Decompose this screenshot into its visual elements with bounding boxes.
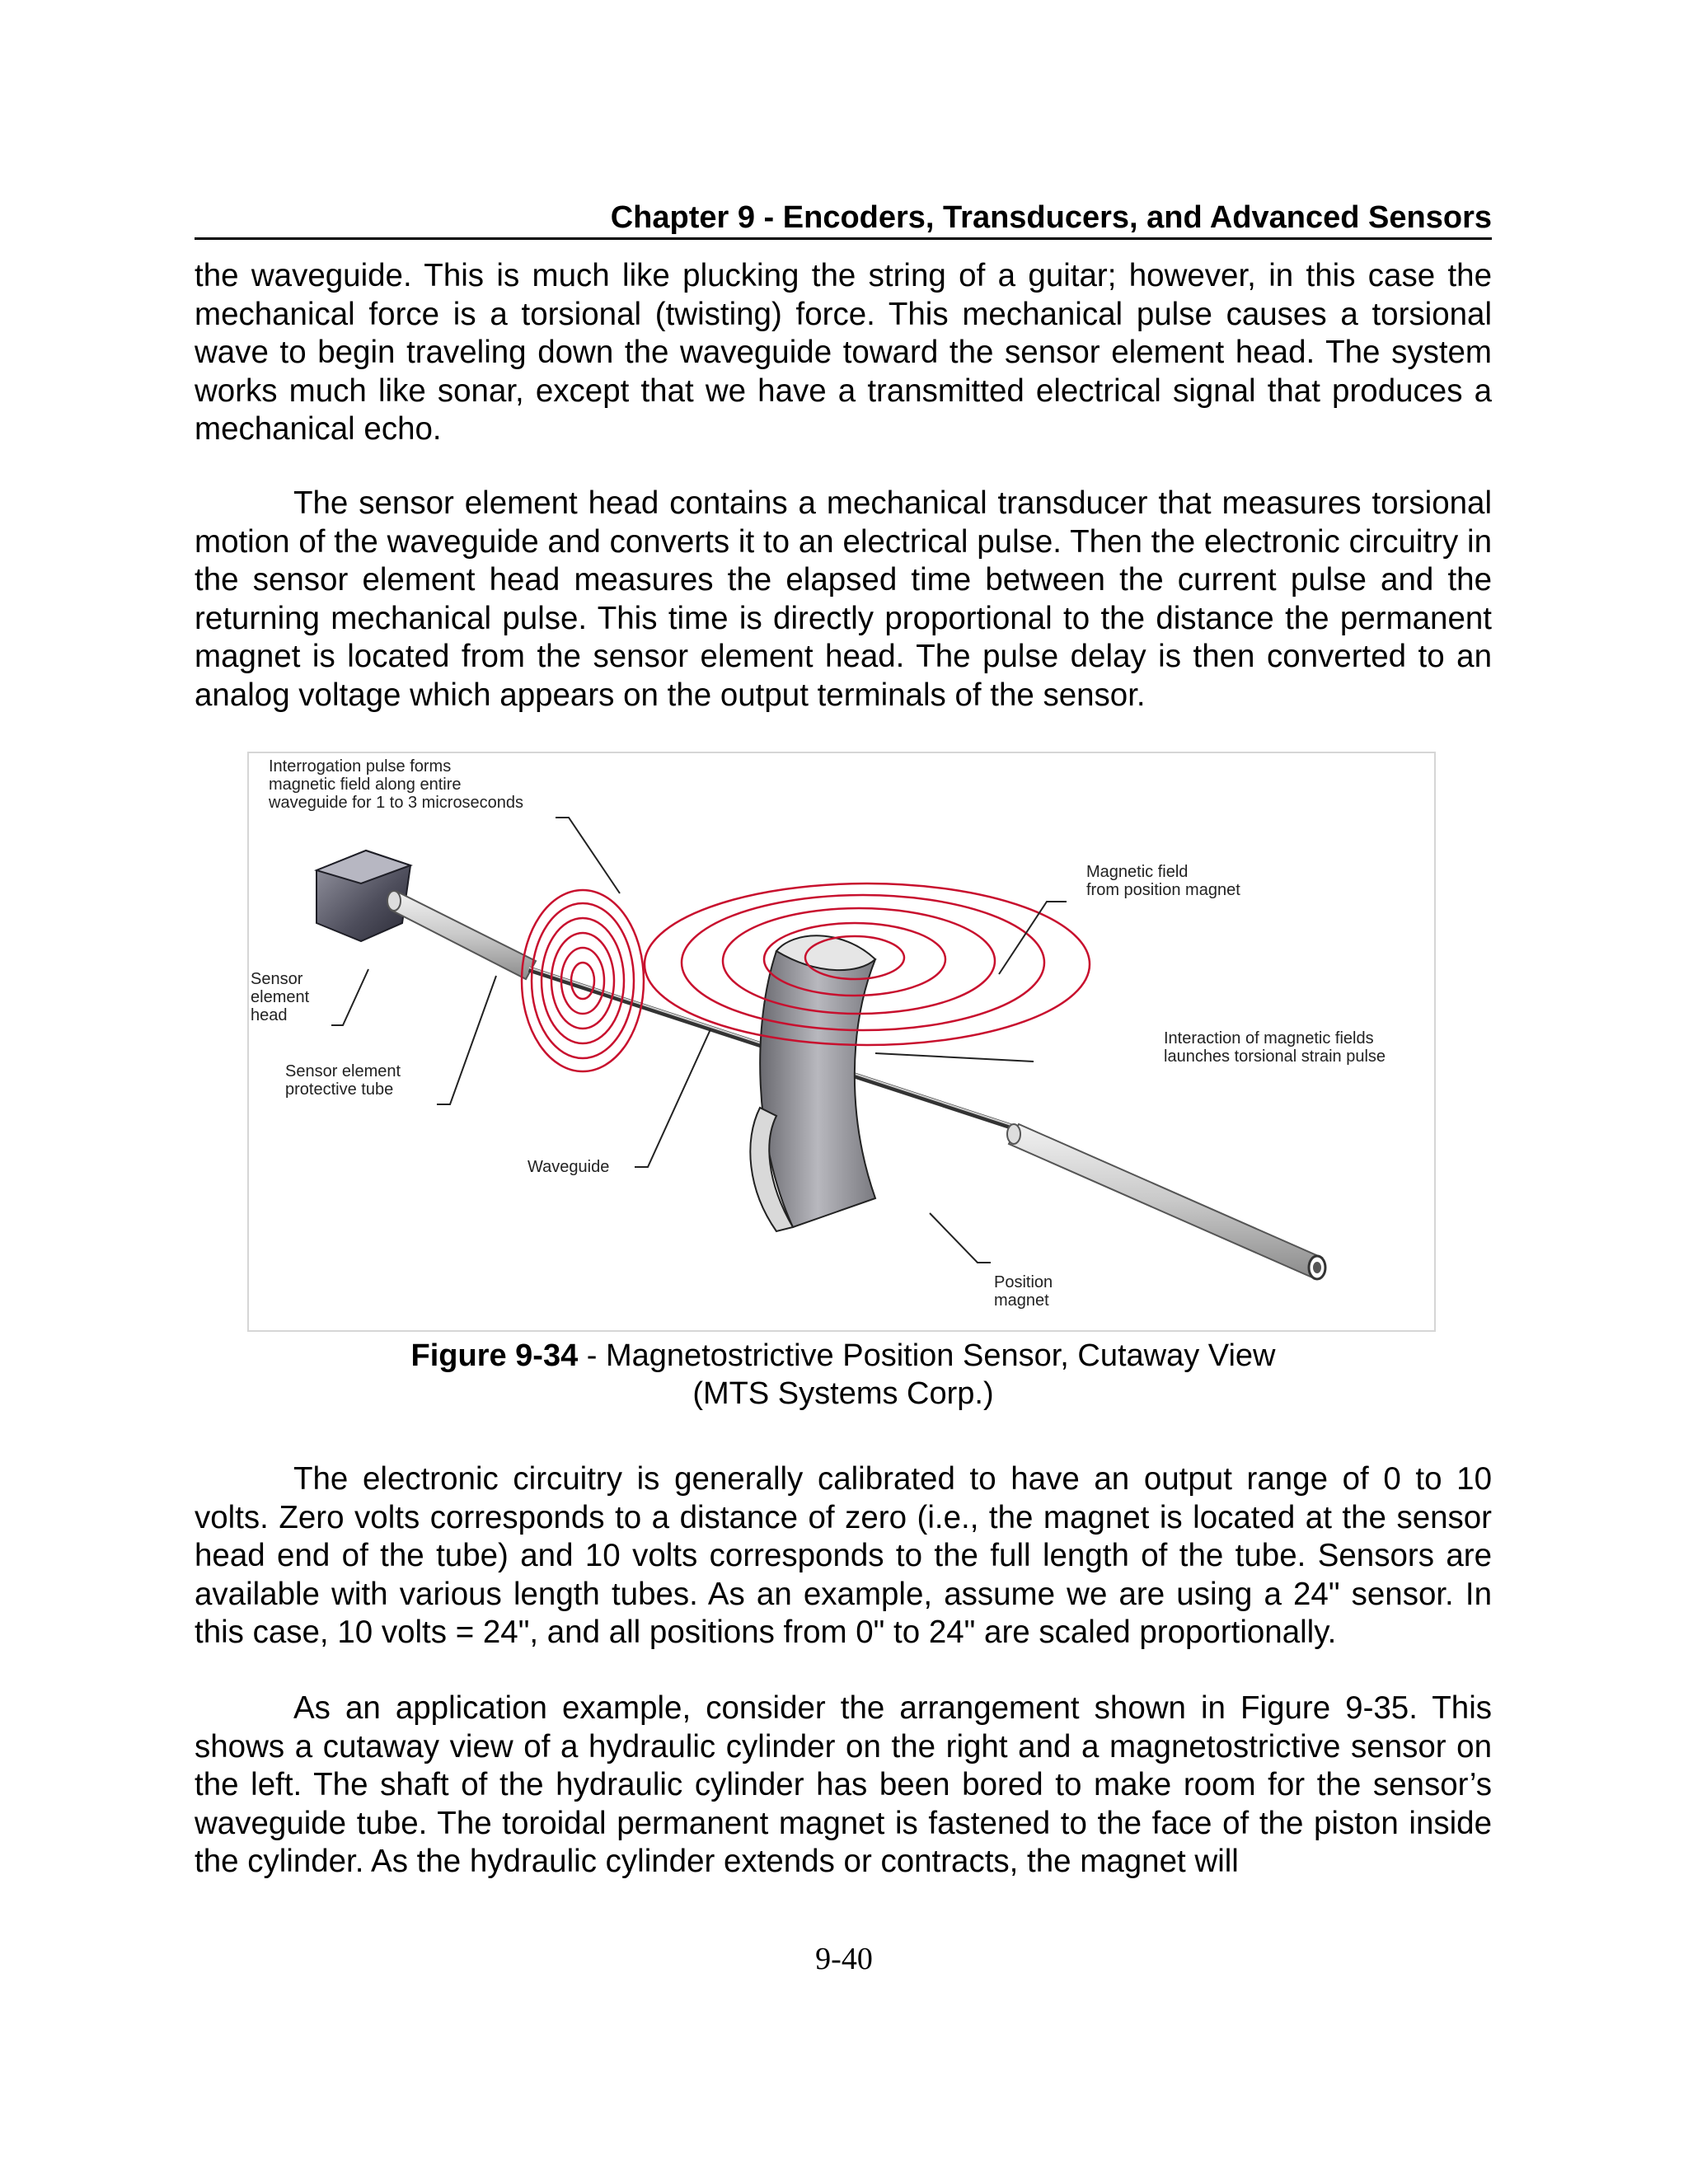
label-protective-2: protective tube: [285, 1080, 394, 1099]
figure-number: Figure 9-34: [410, 1338, 579, 1373]
figure-caption-text: - Magnetostrictive Position Sensor, Cutaway View: [578, 1338, 1276, 1373]
page-header: [195, 198, 1492, 240]
label-protective-1: Sensor element: [285, 1062, 401, 1080]
label-sensor-head-3: head: [251, 1006, 288, 1024]
paragraph-3: The electronic circuitry is generally calibrated to have an output range of 0 to 10 volts. Zero volts corresponds to a distance of zero (i.e., the magnet is located at the sensor head end of the tube) and 10 volts corresponds to the full length of the tube. Sensors are available with various length tubes. As an example, assume we are using a 24" sensor. In this case, 10 volts = 24", and all positions from 0" to 24" are scaled proportionally.: [195, 1461, 1492, 1650]
paragraph-4: As an application example, consider the arrangement shown in Figure 9-35. This shows a cutaway view of a hydraulic cylinder on the right and a magnetostrictive sensor on the left. The shaft of the hydraulic cylinder has been bored to make room for the sensor’s waveguide tube. The toroidal permanent magnet is fastened to the face of the piston inside the cylinder. As the hydraulic cylinder extends or contracts, the magnet will: [195, 1690, 1492, 1879]
protective-tube-left: [387, 891, 536, 979]
chapter-title: Chapter 9 - Encoders, Transducers, and Advanced Sensors: [610, 200, 1492, 235]
interrogation-field-rings: [522, 890, 644, 1071]
label-sensor-head-1: Sensor: [251, 970, 303, 988]
leader-lines: [331, 818, 1067, 1263]
protective-tube-right: [1007, 1124, 1325, 1279]
figure-9-34: [247, 752, 1436, 1332]
label-magnetic-field-1: Magnetic field: [1086, 863, 1189, 881]
label-sensor-head-2: element: [251, 988, 310, 1006]
label-interaction-1: Interaction of magnetic fields: [1164, 1029, 1374, 1047]
label-position-1: Position: [994, 1273, 1053, 1291]
figure-caption: [195, 1337, 1492, 1375]
label-magnetic-field-2: from position magnet: [1086, 881, 1240, 899]
label-position-2: magnet: [994, 1291, 1049, 1310]
paragraph-1: the waveguide. This is much like plucking the string of a guitar; however, in this case the mechanical force is a torsional (twisting) force. This mechanical pulse causes a torsional wave to begin traveling down the waveguide toward the sensor element head. The system works much like sonar, except that we have a transmitted electrical signal that produces a mechanical echo.: [195, 258, 1492, 447]
label-waveguide: Waveguide: [528, 1158, 610, 1176]
page-number: 9-40: [815, 1942, 873, 1976]
label-interrogation-1: Interrogation pulse forms: [269, 757, 452, 776]
paragraph-2: The sensor element head contains a mechanical transducer that measures torsional motion of the waveguide and converts it to an electrical pulse. Then the electronic circuitry in the sensor element head measures the elapsed time between the current pulse and the returning mechanical pulse. This time is directly proportional to the distance the permanent magnet is located from the sensor element head. The pulse delay is then converted to an analog voltage which appears on the output terminals of the sensor.: [195, 485, 1492, 713]
figure-credit: (MTS Systems Corp.): [692, 1376, 994, 1411]
label-interaction-2: launches torsional strain pulse: [1164, 1047, 1386, 1066]
magnetostrictive-sensor-illustration: [249, 753, 1434, 1330]
label-interrogation-3: waveguide for 1 to 3 microseconds: [269, 794, 524, 812]
label-interrogation-2: magnetic field along entire: [269, 776, 462, 794]
